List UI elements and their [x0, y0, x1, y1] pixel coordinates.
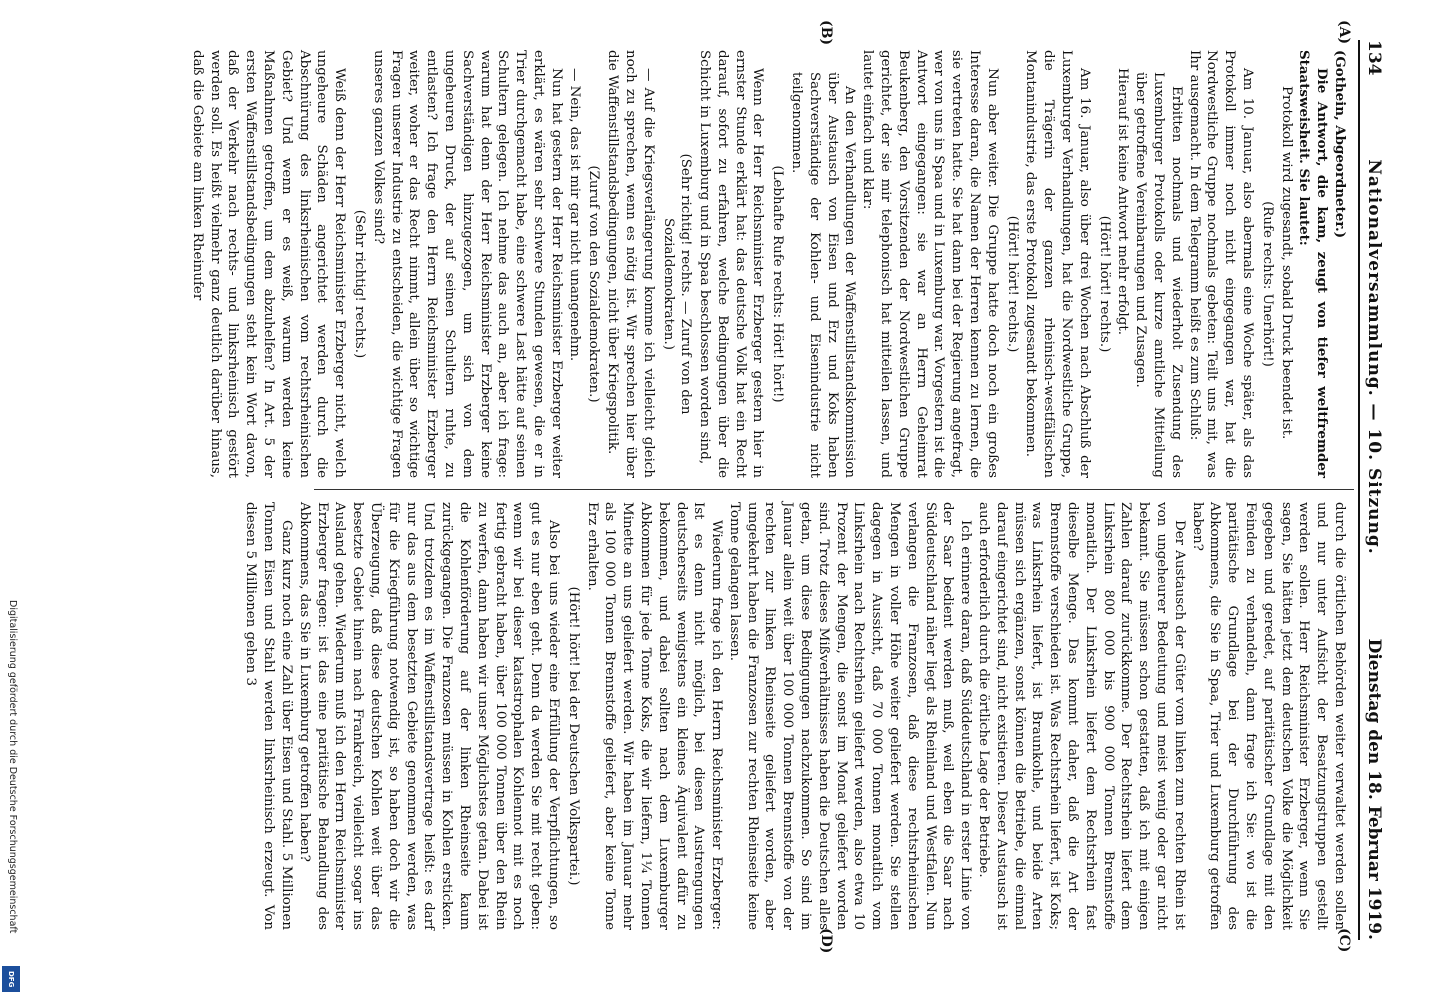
paragraph: Wiederum frage ich den Herrn Reichsminister Erzberger: Ist es denn nicht möglich, bei diesen Austrengungen deutscherseits wenigstens ein kleines Äquivalent dafür zu bekommen, und dabei sollten nach dem Luxemburger Abkommen für jede Tonne Koks, die wir liefern, 1¼ Tonnen Minette an uns geliefert werden. Wir haben im Januar mehr als 100 000 Tonnen Brennstoffe geliefert, aber keine Tonne Erz erhalten.	[584, 502, 725, 930]
digitization-credit: Digitalisierung gefördert durch die Deutsche Forschungsgemeinschaft	[7, 600, 18, 934]
paragraph: Die Antwort, die kam, zeugt von tiefer weltfremder Staatsweisheit. Sie lautet:	[1296, 50, 1331, 478]
paragraph: Nun hat gestern der Herr Reichsminister Erzberger weiter erklärt, es wären sehr schwere Stunden gewesen, die er in Trier durchgemacht habe, eine schwere Last hätte auf seinen Schultern gelegen. Ich nehme das auch an, aber ich frage: warum hat denn der Herr Reichsminister Erzberger keine Sachverständigen hinzugezogen, um sich von dem ungeheuren Druck, der auf seinen Schultern ruhte, zu entlasten? Ich frage den Herrn Reichsminister Erzberger weiter, woher er das Recht nimmt, allein über so wichtige Fragen unserer Industrie zu entscheiden, die wichtige Fragen unseres ganzen Volkes sind?	[370, 50, 564, 478]
column-divider	[314, 489, 1354, 490]
paragraph: Ganz kurz noch eine Zahl über Eisen und Stahl. 5 Millionen Tonnen Eisen und Stahl werden linksrheinisch erzeugt. Von diesen 5 Millionen gehen 3	[243, 502, 294, 930]
paragraph: Hierauf ist keine Antwort mehr erfolgt.	[1115, 68, 1131, 336]
margin-marker-d: (D)	[818, 928, 834, 954]
page-title: Nationalversammlung. — 10. Sitzung.	[1364, 159, 1384, 555]
speaker-label: (Gothein, Abgeordneter.)	[1332, 50, 1348, 239]
paragraph: Nun aber weiter. Die Gruppe hatte doch noch ein großes Interesse daran, die Namen der Herren kennen zu lernen, die sie vertreten hatte. Sie hat dann bei der Regierung angefragt, wer von uns in Spaa und in Luxemburg war. Vorgestern ist die Antwort eingegangen: sie war an Herrn Geheimrat Beukenberg, den Vorsitzenden der Nordwestlichen Gruppe gerichtet, der sie mir telephonisch hat mitteilen lassen, und lautet einfach und klar:	[860, 50, 1000, 478]
right-column	[242, 502, 1348, 930]
page-number: 134	[1364, 40, 1384, 76]
quote: An den Verhandlungen der Waffenstillstandskommission über Austausch von Eisen und Erz und Koks haben Sachverständige der Kohlen- und Eisenindustrie nicht teilgenommen.	[789, 72, 858, 478]
page-header	[1358, 40, 1394, 940]
paragraph: Ich erinnere daran, daß Süddeutschland in erster Linie von der Saar bedient werden muß, weil eben die Saar nach Süddeutschland näher liegt als Rheinland und Westfalen. Nun verlangen die Franzosen, daß diese rechtsrheinischen Mengen in voller Höhe weiter geliefert werden. Sie stellen dagegen in Aussicht, daß 70 000 Tonnen monatlich vom Linksrhein nach Rechtsrhein geliefert werden, also etwa 10 Prozent der Mengen, die sonst im Monat geliefert worden sind. Trotz dieses Mißverhältnisses haben die Deutschen alles getan, um diese Bedingungen nachzukommen. So sind im Januar allein weit über 100 000 Tonnen Brennstoffe von der rechten zur linken Rheinseite geliefert worden, aber umgekehrt haben die Franzosen zur rechten Rheinseite keine Tonne gelangen lassen.	[726, 502, 974, 930]
paragraph: Am 10. Januar, also abermals eine Woche später, als das Protokoll immer noch nicht eingegangen war, hat die Nordwestliche Gruppe nochmals gebeten: Teilt uns mit, was Ihr ausgemacht. In dem Telegramm heißt es zum Schluß:	[1186, 50, 1256, 478]
paragraph: Wenn der Herr Reichsminister Erzberger gestern hier in ernster Stunde erklärt hat: das deutsche Volk hat ein Recht darauf, sofort zu erfahren, welche Bedingungen über die Schicht in Luxemburg und in Spaa beschlossen worden sind,	[697, 50, 766, 478]
quote: Erbitten nochmals und wiederholt Zusendung des Luxemburger Protokolls oder kurze amtliche Mitteilung über getroffene Vereinbarungen und Zusagen.	[1133, 72, 1184, 478]
dfg-logo: DFG	[2, 966, 20, 992]
paragraph: — Auf die Kriegsverlängerung komme ich vielleicht gleich noch zu sprechen, wenn es nötig ist. Wir sprechen hier über die Waffenstillstandsbedingungen, nicht über Kriegspolitik.	[605, 50, 656, 478]
margin-marker-a: (A)	[1336, 20, 1352, 45]
paragraph: Also bei uns wieder eine Erfüllung der Verpflichtungen, so gut es nur eben geht. Denn da werden Sie mit recht geben: wenn wir bei dieser katastrophalen Kohlennot mit es noch fertig gebracht haben, über 100 000 Tonnen über den Rhein zu werfen, dann haben wir unser Möglichstes getan. Dabei ist die Kohlenförderung auf der linken Rheinseite kaum zurückgegangen. Die Franzosen müssen in Kohlen ersticken. Und trotzdem es im Waffenstillstandsvertrage heißt: es darf nur das aus dem besetzten Gebiete genommen werden, was für die Kriegführung notwendig ist, so haben doch wir die Überzeugung, daß diese deutschen Kohlen weit über das besetzte Gebiet hinein nach Frankreich, vielleicht sogar ins Ausland gehen. Wiederum muß ich den Herrn Reichsminister Erzberger fragen: ist das eine paritätische Behandlung des Abkommens, das Sie in Luxemburg getroffen haben?	[296, 502, 561, 930]
interjection: (Sehr richtig! rechts.)	[351, 209, 367, 359]
interjection: (Lebhafte Rufe rechts: Hört! hört!)	[770, 165, 786, 403]
interjection: (Sehr richtig! rechts. — Zuruf von den Sozialdemokraten.)	[660, 153, 694, 415]
page-date: Dienstag den 18. Februar 1919.	[1364, 638, 1384, 940]
interjection: (Rufe rechts: Unerhört!)	[1259, 201, 1275, 367]
interjection: (Zuruf von den Sozialdemokraten.)	[586, 165, 602, 403]
left-column	[188, 50, 1348, 478]
paragraph: durch die örtlichen Behörden weiter verwaltet werden sollen und nur unter Aufsicht der Besatzungstruppen gestellt werden sollen. Herr Reichsminister Erzberger, wenn Sie sagen, Sie hätten jetzt dem deutschen Volke die Möglichkeit gegeben und geredet, auf paritätischer Grundlage mit den Feinden zu verhandeln, dann frage ich Sie: wo ist die paritätische Grundlage bei der Durchführung des Abkommens, die Sie in Spaa, Trier und Luxemburg getroffen haben?	[1189, 502, 1347, 930]
margin-marker-c: (C)	[1336, 928, 1352, 953]
interjection: (Hört! hört! bei der Deutschen Volkspartei.)	[565, 586, 581, 886]
rotated-page	[0, 20, 1394, 954]
paragraph: — Nein, das ist mir gar nicht unangenehm.	[566, 68, 582, 362]
margin-marker-b: (B)	[818, 20, 834, 46]
paragraph: Weiß denn der Herr Reichsminister Erzberger nicht, welch ungeheure Schäden angerichtet werden durch die Abschnürung des linksrheinischen vom rechtsrheinischen Gebiet? Und wenn er es weiß, warum werden keine Maßnahmen getroffen, um dem abzuhelfen? In Art. 5 der ersten Waffenstillstandsbedingungen steht kein Wort davon, daß der Verkehr nach rechts- und linksrheinisch gestört werden soll. Es heißt vielmehr ganz deutlich darüber hinaus, daß die Gebiete am linken Rheinufer	[189, 50, 348, 478]
paragraph: Am 16. Januar, also über drei Wochen nach Abschluß der Luxemburger Verhandlungen, hat die Nordwestliche Gruppe, die Trägerin der ganzen rheinisch-westfälischen Montanindustrie, das erste Protokoll zugesandt bekommen.	[1023, 50, 1092, 478]
paragraph: Der Austausch der Güter vom linken zum rechten Rhein ist von ungeheurer Bedeutung und meist wenig oder gar nicht bekannt. Sie müssen schon gestatten, daß ich mit einigen Zahlen darauf zurückkomme. Der Rechtsrhein liefert dem Linksrhein 800 000 bis 900 000 Tonnen Brennstoffe monatlich. Der Linksrhein liefert dem Rechtsrhein fast dieselbe Menge. Das kommt daher, daß die Art der Brennstoffe verschieden ist. Was Rechtsrhein liefert, ist Koks; was Linksrhein liefert, ist Braunkohle, und beide Arten müssen sich ergänzen, sonst können die Betriebe, die einmal darauf eingerichtet sind, nicht existieren. Dieser Austausch ist auch erforderlich durch die örtliche Lage der Betriebe.	[976, 502, 1187, 930]
interjection: (Hört! hört! rechts.)	[1004, 215, 1020, 353]
quote: Protokoll wird zugesandt, sobald Druck beendet ist.	[1278, 86, 1294, 440]
interjection: (Hört! hört! rechts.)	[1096, 215, 1112, 353]
